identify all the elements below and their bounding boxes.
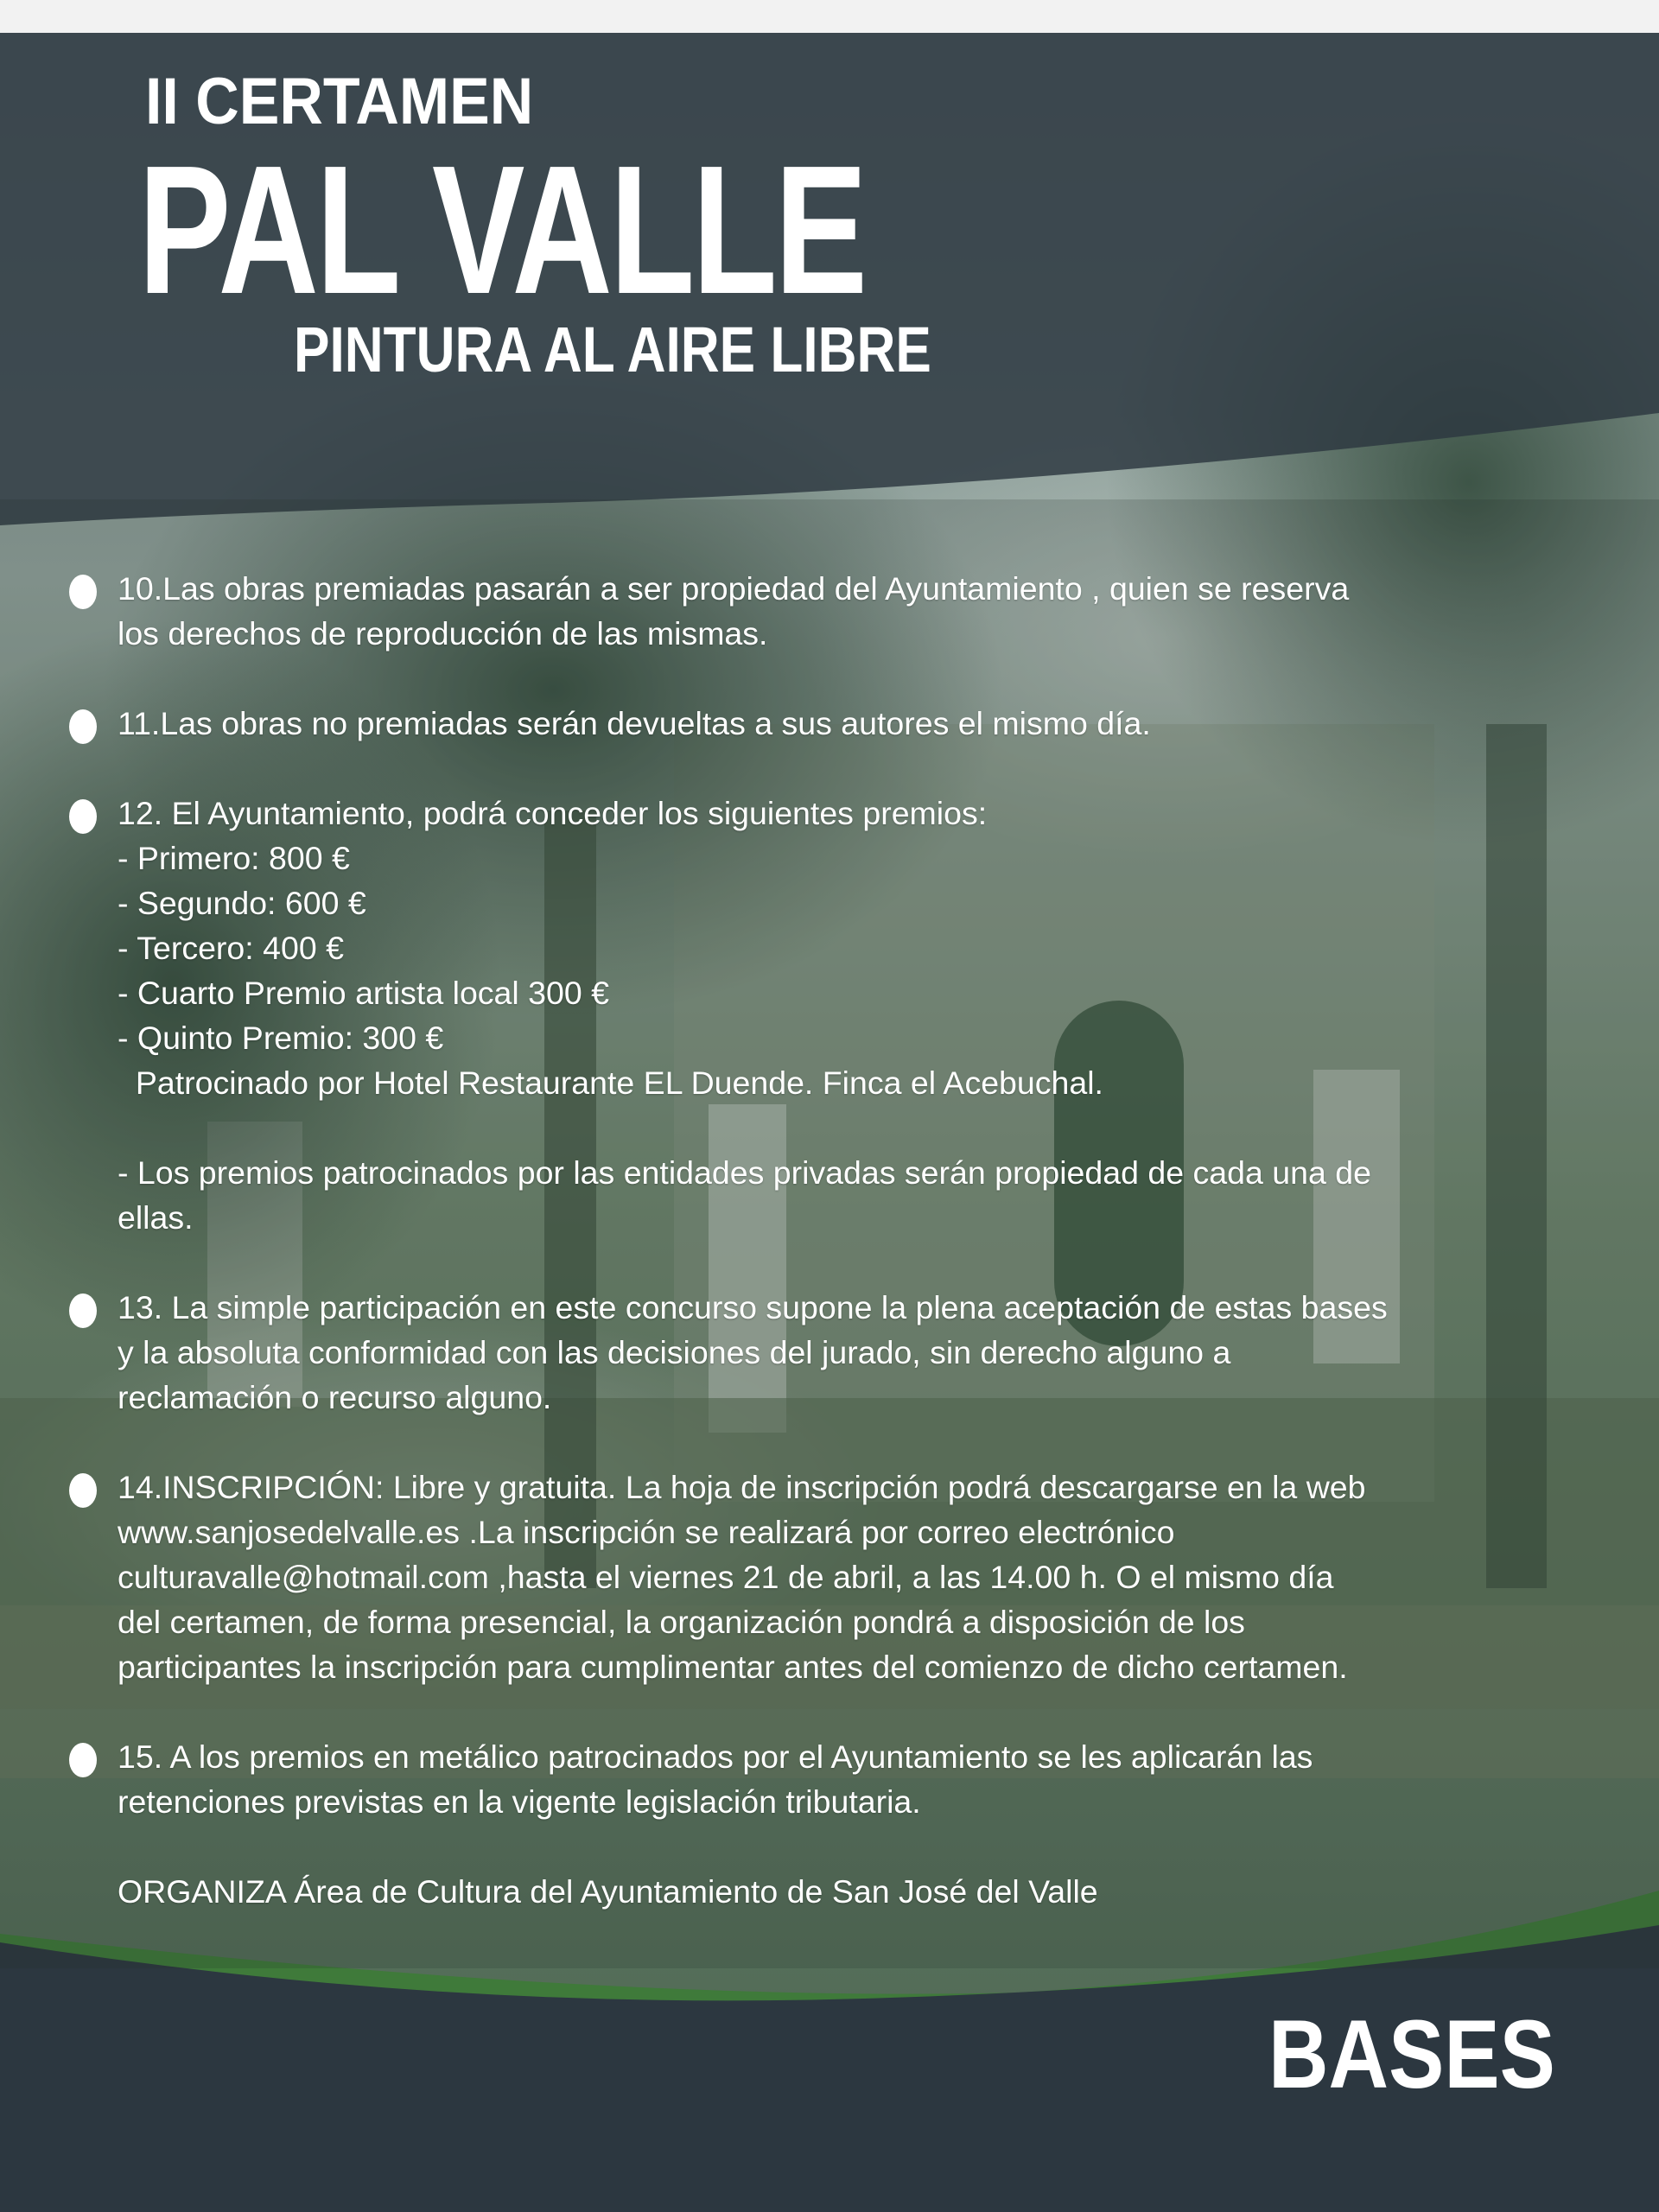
rule-line: 14.INSCRIPCIÓN: Libre y gratuita. La hoja de inscripción podrá descargarse en la web [118, 1469, 1366, 1505]
bullet-icon [69, 799, 97, 834]
organizer [66, 1869, 1604, 1914]
bases-label: BASES [1268, 2000, 1555, 2108]
bullet-icon [69, 575, 97, 609]
rule-line: retenciones previstas en la vigente legislación tributaria. [118, 1783, 921, 1820]
bullet-icon [69, 1743, 97, 1777]
private-prizes-note [66, 1150, 1604, 1240]
rule-10 [66, 566, 1604, 656]
title-block [0, 0, 1659, 415]
website-line: www.sanjosedelvalle.es .La inscripción se realizará por correo electrónico [118, 1514, 1175, 1550]
rule-line: ellas. [118, 1199, 194, 1236]
prize-line: - Cuarto Premio artista local 300 € [118, 975, 610, 1011]
rule-14 [66, 1465, 1604, 1689]
prize-line: - Segundo: 600 € [118, 885, 366, 921]
event-edition-title: II CERTAMEN [145, 65, 534, 138]
bullet-icon [69, 1294, 97, 1328]
rule-line: 11.Las obras no premiadas serán devueltas a sus autores el mismo día. [118, 705, 1151, 741]
rule-line: 15. A los premios en metálico patrocinados por el Ayuntamiento se les aplicarán las [118, 1738, 1313, 1775]
event-name-title: PAL VALLE [138, 127, 865, 332]
sponsor-line: Patrocinado por Hotel Restaurante EL Duende. Finca el Acebuchal. [118, 1065, 1103, 1101]
rule-13 [66, 1285, 1604, 1420]
rule-11 [66, 701, 1604, 746]
rule-line: 13. La simple participación en este concurso supone la plena aceptación de estas bases [118, 1289, 1388, 1325]
organizer-line: ORGANIZA Área de Cultura del Ayuntamiento de San José del Valle [118, 1873, 1098, 1910]
prize-line: - Quinto Premio: 300 € [118, 1020, 444, 1056]
bullet-icon [69, 1473, 97, 1508]
rule-line: del certamen, de forma presencial, la organización pondrá a disposición de los [118, 1604, 1245, 1640]
rule-line: 10.Las obras premiadas pasarán a ser propiedad del Ayuntamiento , quien se reserva [118, 570, 1350, 607]
email-line: culturavalle@hotmail.com ,hasta el viernes 21 de abril, a las 14.00 h. O el mismo día [118, 1559, 1334, 1595]
rule-line: participantes la inscripción para cumplimentar antes del comienzo de dicho certamen. [118, 1649, 1348, 1685]
rule-12 [66, 791, 1604, 1105]
rule-line: reclamación o recurso alguno. [118, 1379, 552, 1415]
rule-15 [66, 1734, 1604, 1824]
rule-line: - Los premios patrocinados por las entidades privadas serán propiedad de cada una de [118, 1154, 1371, 1191]
rule-line: y la absoluta conformidad con las decisiones del jurado, sin derecho alguno a [118, 1334, 1231, 1370]
event-subtitle: PINTURA AL AIRE LIBRE [294, 314, 931, 385]
rule-line: 12. El Ayuntamiento, podrá conceder los siguientes premios: [118, 795, 988, 831]
rule-line: los derechos de reproducción de las mismas. [118, 615, 768, 652]
rules-content [66, 566, 1604, 1914]
prize-line: - Tercero: 400 € [118, 930, 344, 966]
prize-line: - Primero: 800 € [118, 840, 350, 876]
bullet-icon [69, 709, 97, 744]
